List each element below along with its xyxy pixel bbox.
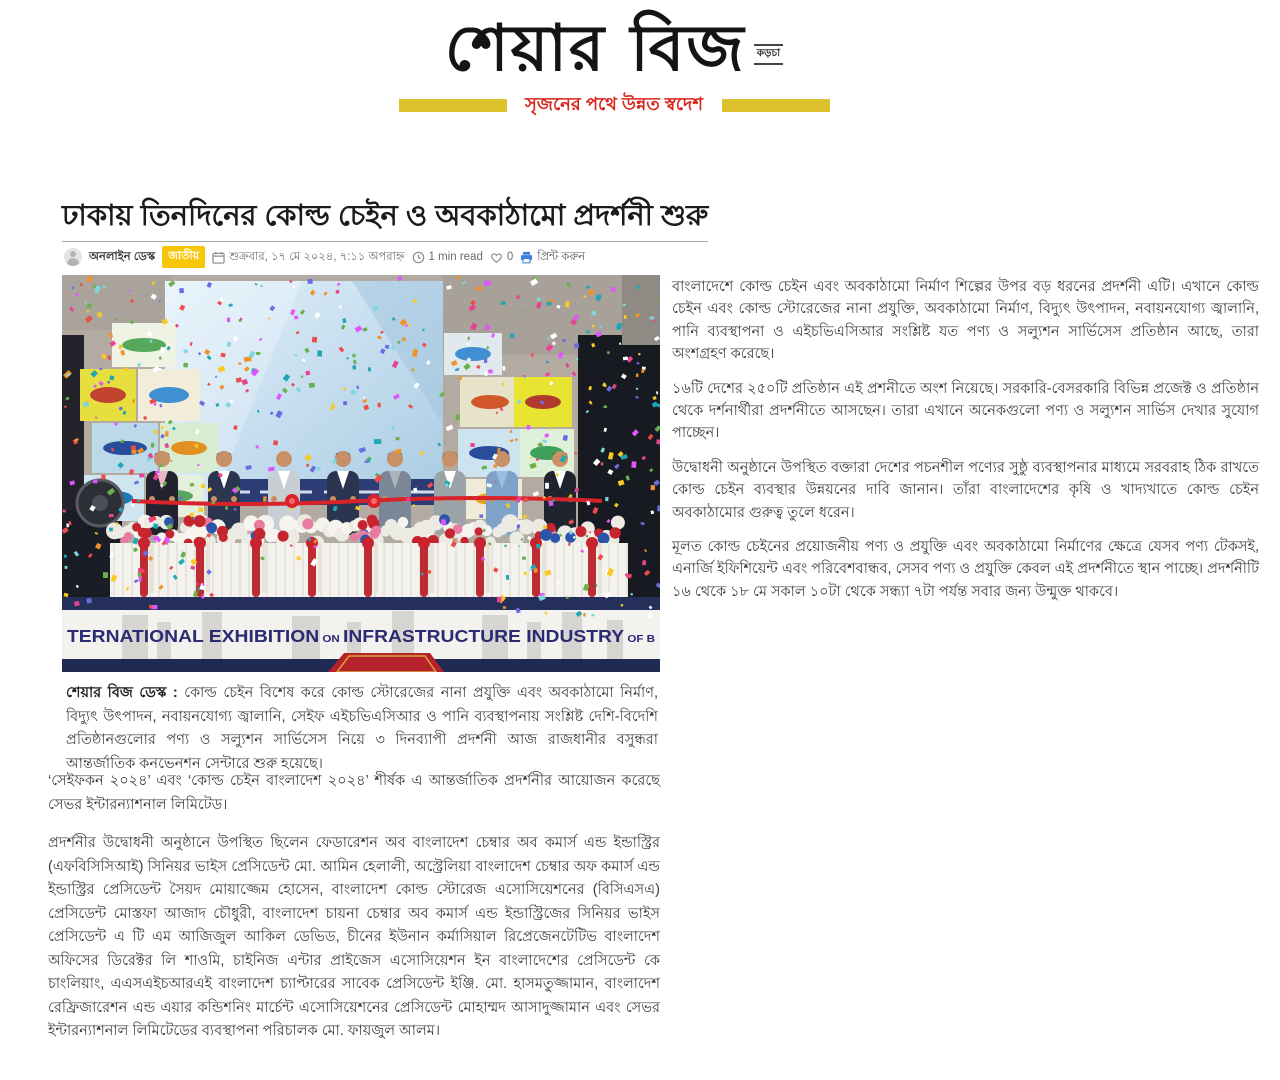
print-button[interactable] (520, 248, 585, 267)
newspaper-logo[interactable]: শেয়ার বিজ (444, 11, 746, 86)
heart-icon (490, 251, 503, 264)
logo-badge: কড়চা (754, 44, 784, 65)
caption-lead: শেয়ার বিজ ডেস্ক : (66, 685, 178, 701)
publish-date: শুক্রবার, ১৭ মে ২০২৪, ৭:১১ অপরাহ্ন (212, 248, 404, 267)
read-time: 1 min read (412, 251, 483, 264)
tagline-bar-left (399, 99, 507, 112)
paragraph: ‘সেইফকন ২০২৪’ এবং ‘কোল্ড চেইন বাংলাদেশ ২০২৪’ শীর্ষক এ আন্তর্জাতিক প্রদর্শনীর আয়োজন করেছে সেভর ইন্টারন্যাশনাল লিমিটেড। (48, 773, 660, 813)
author-avatar (64, 248, 82, 266)
photo-caption (66, 682, 658, 776)
likes-count: 0 (506, 251, 514, 263)
caption-body: কোল্ড চেইন বিশেষ করে কোল্ড স্টোরেজের নানা প্রযুক্তি এবং অবকাঠামো নির্মাণ, বিদ্যুৎ উৎপাদন, নবায়নযোগ্য জ্বালানি, সেইফ এইচভিএসিআর ও পানি ব্যবস্থাপনায় সংশ্লিষ্ট দেশি-বিদেশি প্রতিষ্ঠানগুলোর পণ্য ও সল্যুশন সার্ভিসেস নিয়ে ৩ দিনব্যাপী প্রদর্শনী আজ রাজধানীর বসুন্ধরা আন্তর্জাতিক কনভেনশন সেন্টারে শুরু হয়েছে। (66, 685, 658, 772)
print-label: প্রিন্ট করুন (537, 250, 586, 263)
article-body-right (672, 276, 1259, 615)
article-body-left (48, 770, 660, 1059)
category-tag[interactable]: জাতীয় (162, 246, 205, 268)
tagline-text: সৃজনের পথে উন্নত স্বদেশ (524, 94, 704, 115)
masthead (0, 11, 1280, 121)
tagline-row (399, 90, 830, 121)
paragraph: উদ্বোধনী অনুষ্ঠানে উপস্থিত বক্তারা দেশের পচনশীল পণ্যের সুষ্ঠু ব্যবস্থাপনার মাধ্যমে সরবরাহ ঠিক রাখতে কোল্ড চেইন ব্যবস্থার উন্নয়নের দাবি জানান। তাঁরা বাংলাদেশের কৃষি ও খাদ্যখাতে কোল্ড চেইন অবকাঠামোর গুরুত্ব তুলে ধরেন। (672, 459, 1259, 521)
page-title: ঢাকায় তিনদিনের কোল্ড চেইন ও অবকাঠামো প্রদর্শনী শুরু (62, 198, 708, 242)
byline (64, 246, 585, 268)
paragraph: মূলত কোল্ড চেইনের প্রয়োজনীয় পণ্য ও প্রযুক্তি এবং অবকাঠামো নির্মাণের ক্ষেত্রে যেসব পণ্য টেকসই, এনার্জি ইফিশিয়েন্ট এবং পরিবেশবান্ধব, সেসব পণ্য ও প্রযুক্তি কেবল এই প্রদর্শনীতে স্থান পাচ্ছে। প্রদর্শনীটি ১৬ থেকে ১৮ মে সকাল ১০টা থেকে সন্ধ্যা ৭টা পর্যন্ত সবার জন্য উন্মুক্ত থাকবে। (672, 539, 1259, 600)
photo-banner-text: TERNATIONAL EXHIBITION ON INFRASTRUCTURE INDUSTRY OF B (67, 626, 653, 646)
article-photo (62, 275, 660, 672)
printer-icon (520, 251, 533, 264)
paragraph: বাংলাদেশে কোল্ড চেইন এবং অবকাঠামো নির্মাণ শিল্পের উপর বড় ধরনের প্রদর্শনী এটি। এখানে কোল্ড চেইন এবং কোল্ড স্টোরেজের নানা প্রযুক্তি, অবকাঠামো নির্মাণ, বিদ্যুৎ উৎপাদন, নবায়নযোগ্য জ্বালানি, পানি ব্যবস্থাপনা ও এইচভিএসিআর সংশ্লিষ্ট যত পণ্য ও সল্যুশন সার্ভিসেস প্রতিষ্ঠান আছে, তারা অংশগ্রহণ করেছে। (672, 279, 1259, 363)
clock-icon (412, 251, 425, 264)
calendar-icon (212, 251, 225, 264)
author-name: অনলাইন ডেস্ক (89, 250, 156, 263)
paragraph: ১৬টি দেশের ২৫০টি প্রতিষ্ঠান এই প্রশনীতে অংশ নিয়েছে। সরকারি-বেসরকারি বিভিন্ন প্রজেক্ট ও প্রতিষ্ঠান থেকে দর্শনার্থীরা প্রদর্শনীতে আসছেন। তারা এখানে অনেকগুলো পণ্য ও সল্যুশন সার্ভিস দেখার সুযোগ পাচ্ছেন। (672, 380, 1259, 442)
paragraph: প্রদর্শনীর উদ্বোধনী অনুষ্ঠানে উপস্থিত ছিলেন ফেডারেশন অব বাংলাদেশ চেম্বার অব কমার্স এন্ড ইন্ডাস্ট্রির (এফবিসিসিআই) সিনিয়র ভাইস প্রেসিডেন্ট মো. আমিন হেলালী, অস্ট্রেলিয়া বাংলাদেশ চেম্বার অফ কমার্স এন্ড ইন্ডাস্ট্রির প্রেসিডেন্ট সৈয়দ মোয়াজ্জেম হোসেন, বাংলাদেশ কোল্ড স্টোরেজ এসোসিয়েশনের (বিসিএসএ) প্রেসিডেন্ট মোস্তফা আজাদ চৌধুরী, বাংলাদেশ চায়না চেম্বার অব কমার্স এন্ড ইন্ডাস্ট্রিজের সিনিয়র ভাইস প্রেসিডেন্ট এ টি এম আজিজুল আকিল ডেভিড, চীনের ইউনান কর্মাসিয়াল রিপ্রেজেনটেটিভ বাংলাদেশ অফিসের ডিরেক্টর লি শাওমি, চাইনিজ এন্টার প্রাইজেস এসোসিয়েশন ইন বাংলাদেশের প্রেসিডেন্ট কে চাংলিয়াং, এএসএইচআরএই বাংলাদেশ চ্যাপ্টারের সাবেক প্রেসিডেন্ট ইঞ্জি. মো. হাসমতুজ্জামান, বাংলাদেশ রেফ্রিজারেশন এন্ড এয়ার কন্ডিশনিং মার্চেন্ট এসোসিয়েশনের প্রেসিডেন্ট মোহাম্মদ আসাদুজ্জামান এবং সেভর ইন্টারন্যাশনাল লিমিটেডের ব্যবস্থাপনা পরিচালক মো. ফায়জুল আলম। (48, 835, 660, 1039)
tagline-bar-right (722, 99, 830, 112)
like-button[interactable] (490, 251, 513, 264)
